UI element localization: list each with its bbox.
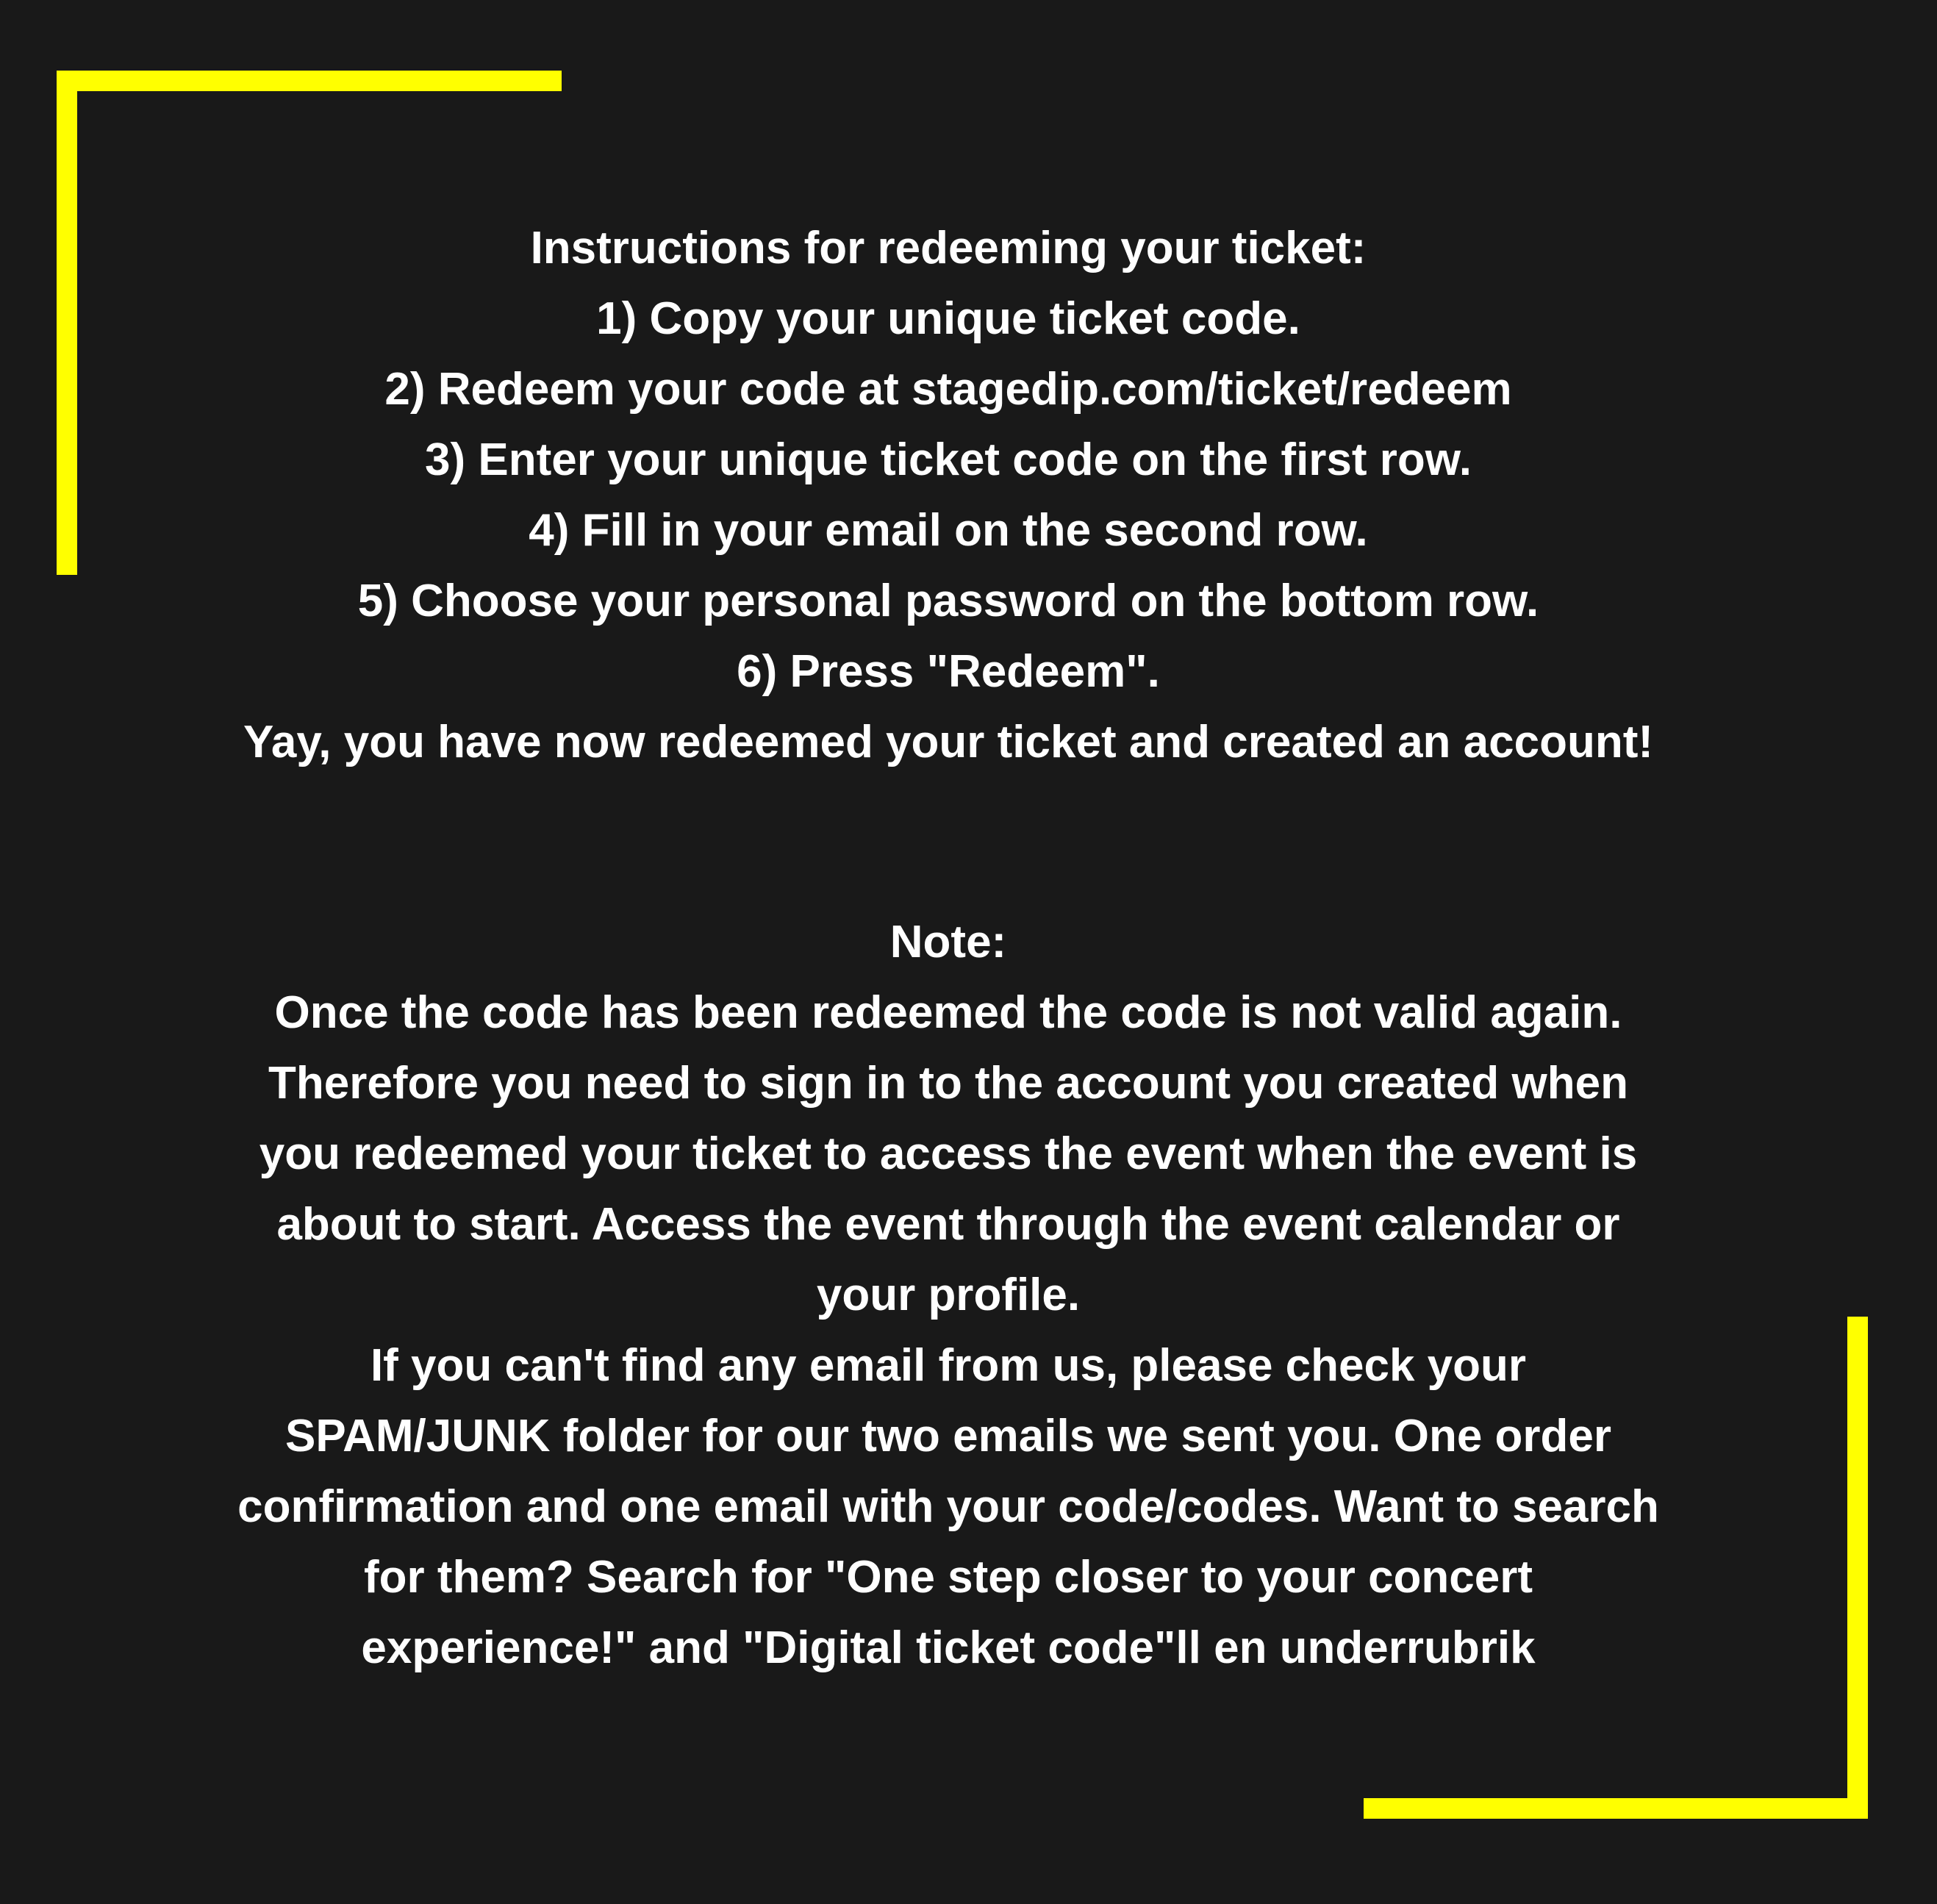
note-line: confirmation and one email with your code/codes. Want to search <box>237 1481 1659 1532</box>
instruction-step: Yay, you have now redeemed your ticket and created an account! <box>243 717 1654 767</box>
note-line: Once the code has been redeemed the code is not valid again. <box>274 987 1622 1038</box>
note-line: experience!" and "Digital ticket code"ll en underrubrik <box>361 1622 1536 1673</box>
note-title: Note: <box>889 917 1007 967</box>
note-line: your profile. <box>816 1270 1081 1320</box>
instructions-title: Instructions for redeeming your ticket: <box>530 223 1367 273</box>
instruction-step: 3) Enter your unique ticket code on the first row. <box>425 434 1472 485</box>
note-line: If you can't find any email from us, please check your <box>370 1340 1527 1391</box>
note-line: for them? Search for "One step closer to your concert <box>363 1552 1533 1603</box>
corner-bracket-top-left-horizontal <box>57 71 562 91</box>
instruction-step: 1) Copy your unique ticket code. <box>596 293 1300 344</box>
instructions-content <box>176 213 1720 1683</box>
note-line: SPAM/JUNK folder for our two emails we sent you. One order <box>284 1411 1612 1461</box>
corner-bracket-top-left-vertical <box>57 71 77 575</box>
note-line: you redeemed your ticket to access the event when the event is <box>259 1128 1638 1179</box>
corner-bracket-bottom-right-vertical <box>1847 1317 1868 1819</box>
note-section <box>176 907 1720 1683</box>
instruction-step: 6) Press "Redeem". <box>737 646 1160 697</box>
instruction-step: 5) Choose your personal password on the bottom row. <box>357 576 1539 626</box>
note-line: about to start. Access the event through the event calendar or <box>276 1199 1620 1250</box>
note-line: Therefore you need to sign in to the account you created when <box>268 1058 1628 1109</box>
corner-bracket-bottom-right-horizontal <box>1364 1798 1868 1819</box>
instruction-step: 4) Fill in your email on the second row. <box>529 505 1368 556</box>
section-spacer <box>176 778 1720 907</box>
instruction-step: 2) Redeem your code at stagedip.com/ticket/redeem <box>384 364 1512 415</box>
